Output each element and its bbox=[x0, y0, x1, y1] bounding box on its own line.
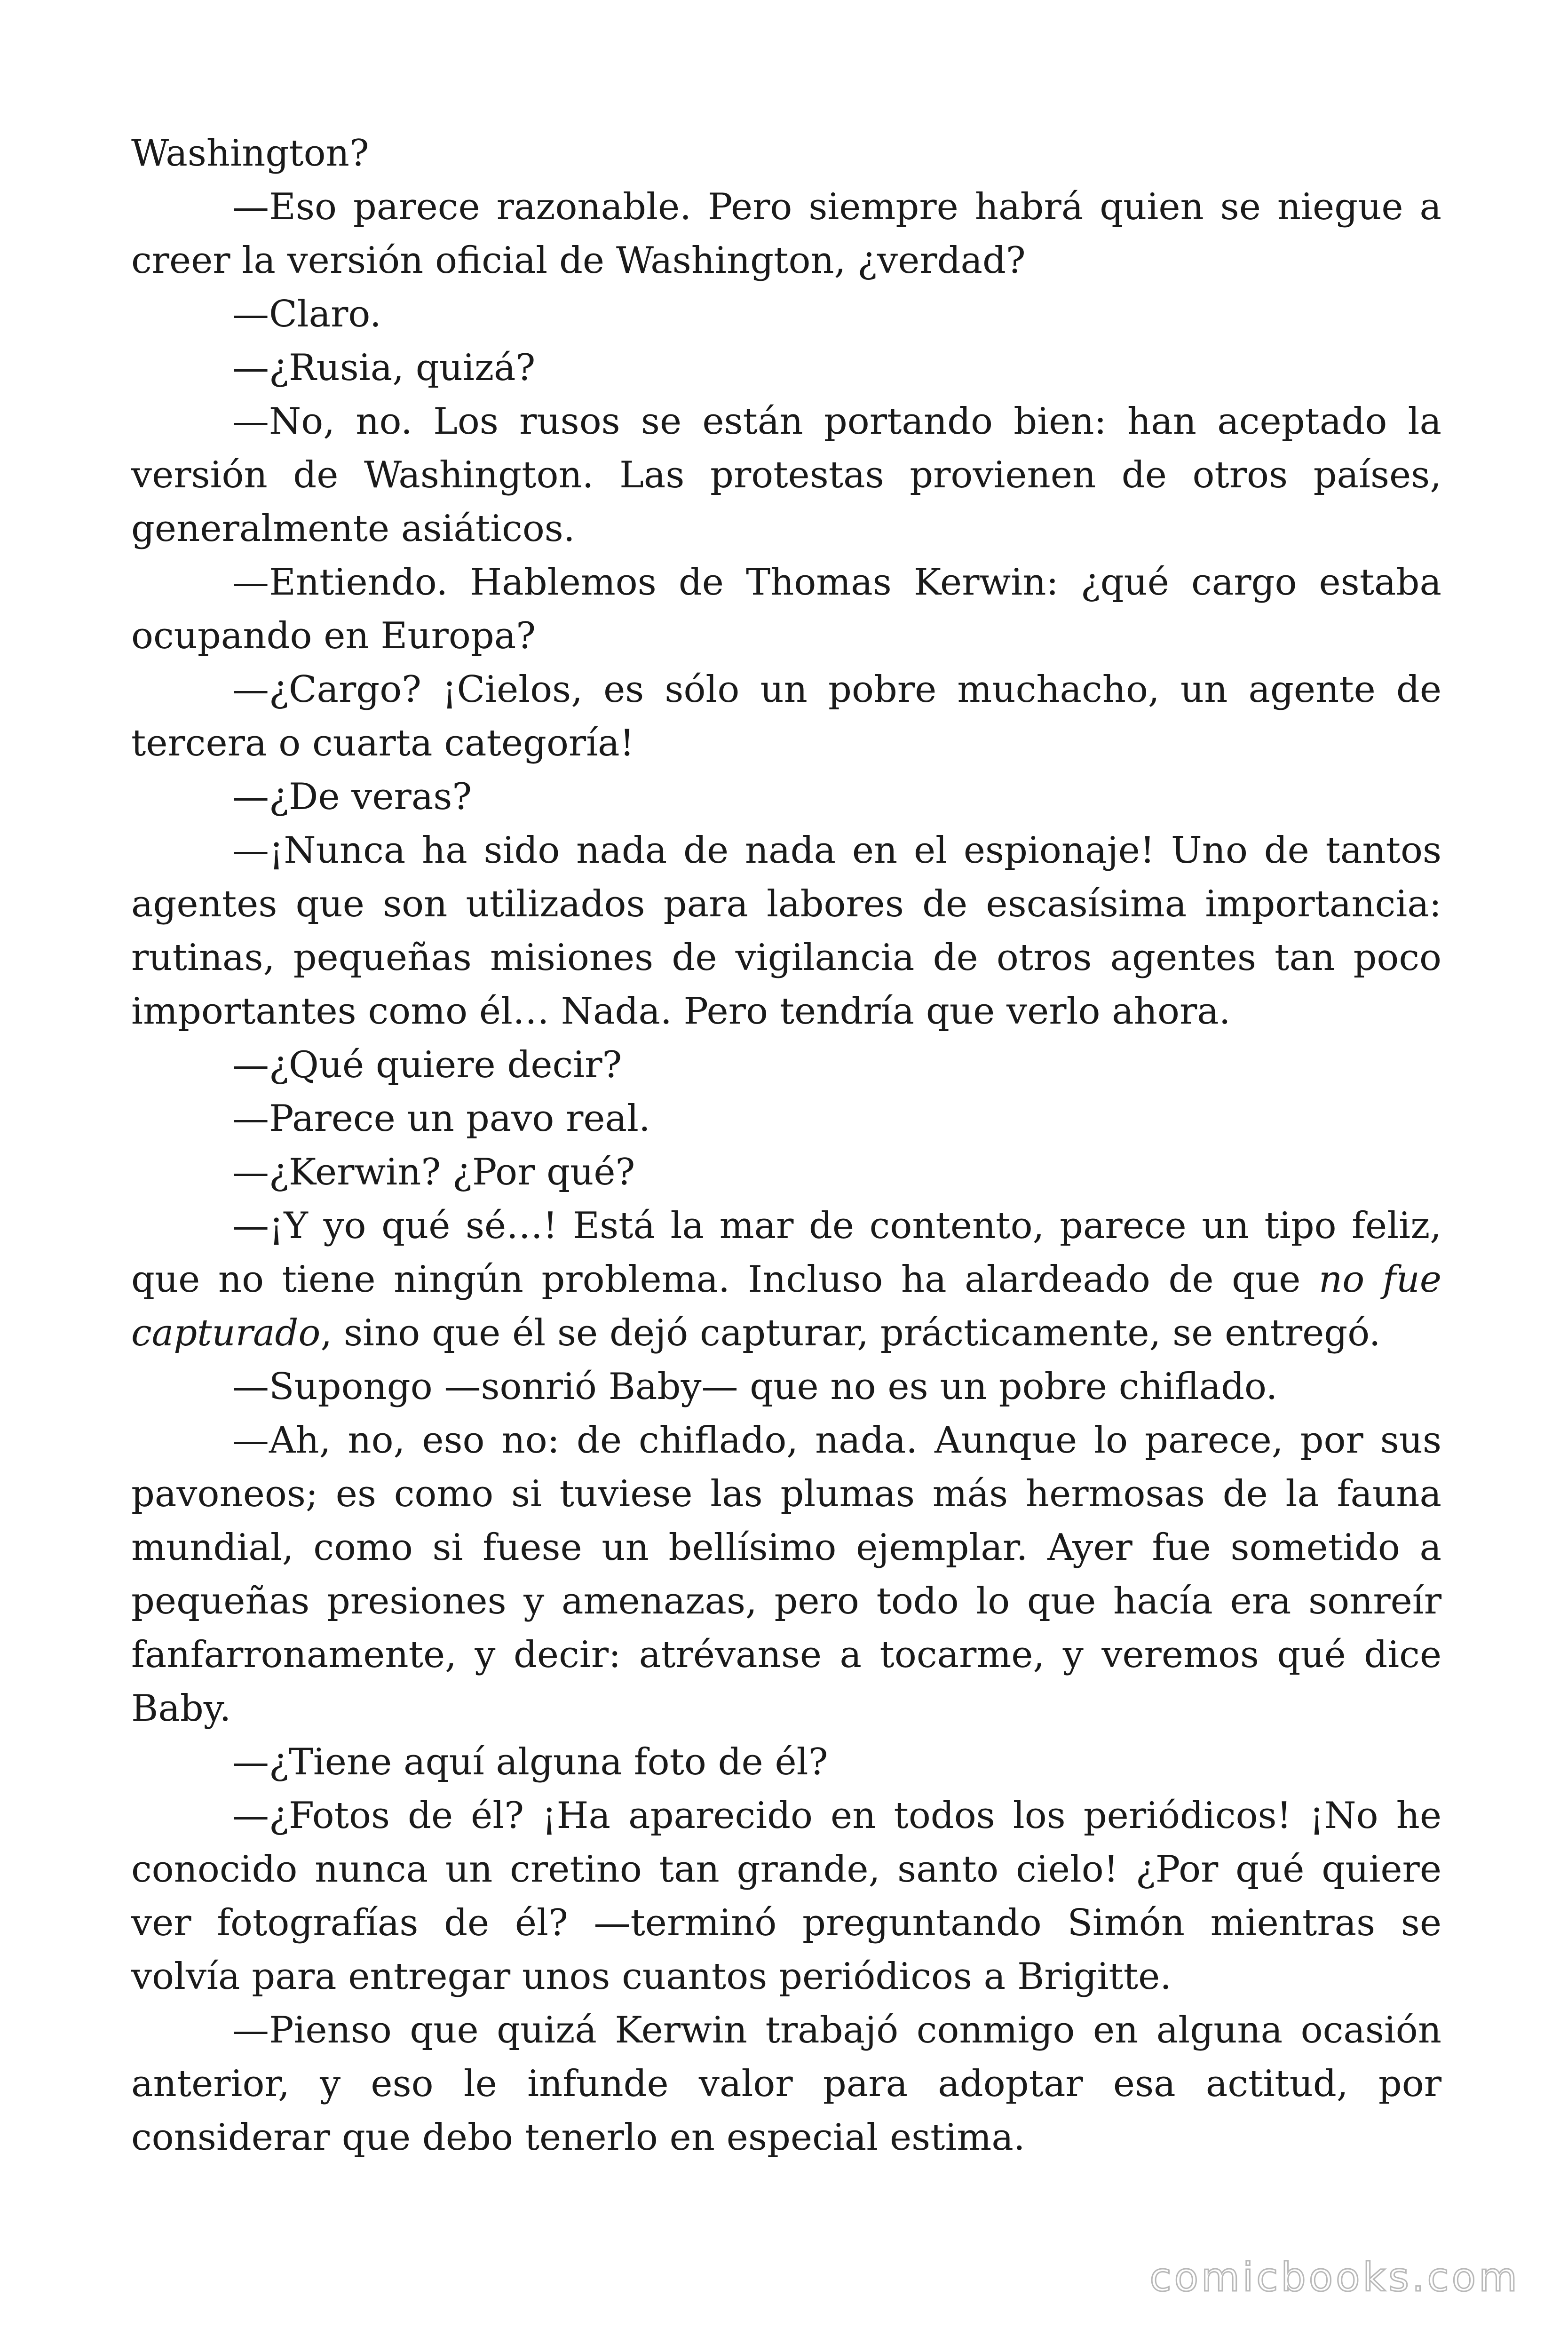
watermark: comicbooks.com bbox=[1149, 2254, 1520, 2300]
paragraph: —¿Cargo? ¡Cielos, es sólo un pobre muchacho, un agente de tercera o cuarta categoría! bbox=[131, 668, 1441, 764]
paragraph: —Pienso que quizá Kerwin trabajó conmigo en alguna ocasión anterior, y eso le infunde valor para adoptar esa actitud, por considerar que debo tenerlo en especial estima. bbox=[131, 2009, 1441, 2159]
paragraph: —¿De veras? bbox=[232, 776, 472, 818]
paragraph: —¿Tiene aquí alguna foto de él? bbox=[232, 1741, 828, 1783]
paragraph: —Entiendo. Hablemos de Thomas Kerwin: ¿qué cargo estaba ocupando en Europa? bbox=[131, 561, 1441, 657]
paragraph: —Eso parece razonable. Pero siempre habrá quien se niegue a creer la versión oficial de Washington, ¿verdad? bbox=[131, 186, 1441, 282]
paragraph-text: , sino que él se dejó capturar, prácticamente, se entregó. bbox=[320, 1312, 1381, 1354]
paragraph: —¡Nunca ha sido nada de nada en el espionaje! Uno de tantos agentes que son utilizados para labores de escasísima importancia: rutinas, pequeñas misiones de vigilancia de otros agentes tan poco importantes como él… Nada. Pero tendría que verlo ahora. bbox=[131, 829, 1441, 1033]
paragraph-with-emphasis bbox=[131, 1199, 1441, 1360]
paragraph: —No, no. Los rusos se están portando bien: han aceptado la versión de Washington. Las protestas provienen de otros países, generalmente asiáticos. bbox=[131, 400, 1441, 550]
paragraph: —Claro. bbox=[232, 293, 381, 335]
paragraph: —¿Fotos de él? ¡Ha aparecido en todos los periódicos! ¡No he conocido nunca un cretino tan grande, santo cielo! ¿Por qué quiere ver fotografías de él? —terminó preguntando Simón mientras se volvía para entregar unos cuantos periódicos a Brigitte. bbox=[131, 1795, 1441, 1998]
paragraph-continuation: Washington? bbox=[131, 132, 369, 175]
emphasis-text: no fue capturado bbox=[131, 1258, 1441, 1354]
paragraph: —¿Qué quiere decir? bbox=[232, 1044, 622, 1086]
paragraph: —¿Kerwin? ¿Por qué? bbox=[232, 1151, 635, 1193]
paragraph: —Supongo —sonrió Baby— que no es un pobre chiflado. bbox=[232, 1366, 1278, 1408]
paragraph: —Ah, no, eso no: de chiflado, nada. Aunque lo parece, por sus pavoneos; es como si tuviese las plumas más hermosas de la fauna mundial, como si fuese un bellísimo ejemplar. Ayer fue sometido a pequeñas presiones y amenazas, pero todo lo que hacía era sonreír fanfarronamente, y decir: atrévanse a tocarme, y veremos qué dice Baby. bbox=[131, 1419, 1441, 1730]
page-body bbox=[131, 127, 1441, 2164]
paragraph: —Parece un pavo real. bbox=[232, 1097, 650, 1140]
paragraph: —¿Rusia, quizá? bbox=[232, 347, 536, 389]
paragraph-text: —¡Y yo qué sé…! Está la mar de contento, parece un tipo feliz, que no tiene ningún problema. Incluso ha alardeado de que bbox=[131, 1205, 1441, 1301]
